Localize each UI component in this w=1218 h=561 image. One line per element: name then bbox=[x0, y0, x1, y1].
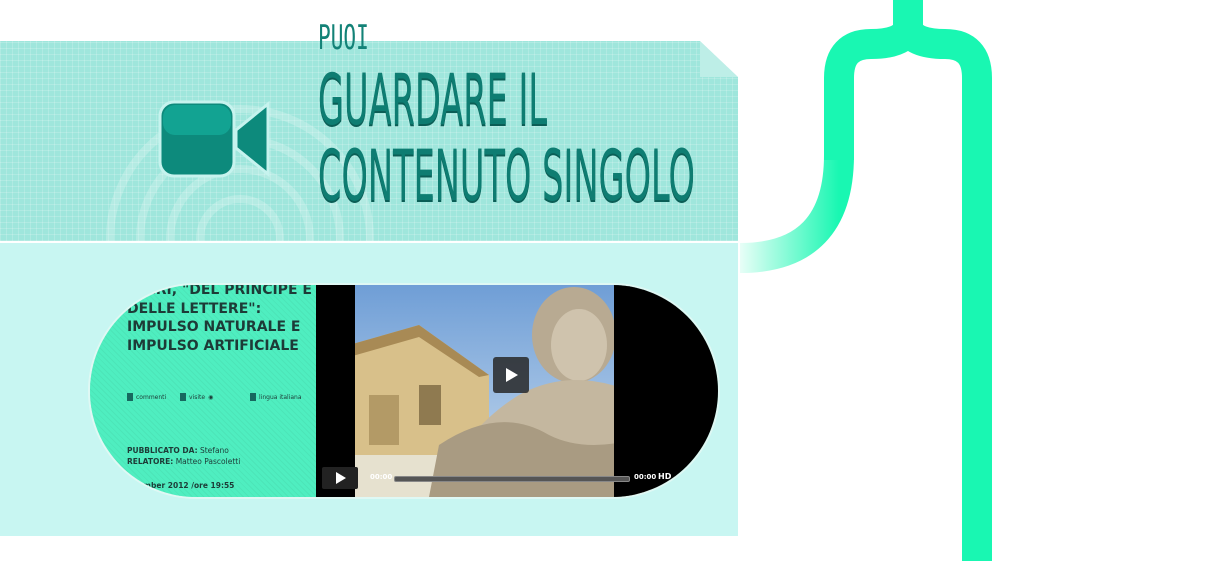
headline-small: PUOI bbox=[318, 18, 369, 58]
video-controls bbox=[322, 467, 718, 489]
meta-comments[interactable] bbox=[127, 391, 166, 403]
comment-icon bbox=[127, 393, 133, 401]
views-icon bbox=[180, 393, 186, 401]
content-info-card bbox=[90, 285, 316, 497]
video-player[interactable] bbox=[316, 285, 718, 497]
meta-language-label: lingua italiana bbox=[259, 393, 302, 401]
headline-line-2: CONTENUTO SINGOLO bbox=[318, 135, 696, 217]
meta-views bbox=[180, 391, 213, 403]
published-by-label: PUBBLICATO DA: bbox=[127, 446, 198, 455]
time-total: 00:00 bbox=[634, 473, 657, 481]
meta-views-label: visite bbox=[189, 393, 206, 401]
published-by-value[interactable]: Stefano bbox=[199, 446, 229, 455]
video-camera-icon bbox=[156, 96, 274, 180]
page-fold bbox=[700, 41, 738, 77]
meta-language bbox=[250, 391, 302, 403]
meta-comments-label: commenti bbox=[136, 393, 167, 401]
time-current: 00:00 bbox=[370, 473, 393, 481]
eye-icon: ◉ bbox=[208, 393, 214, 401]
publisher-info bbox=[127, 445, 240, 467]
play-button[interactable] bbox=[322, 467, 358, 489]
publish-date: …tember 2012 /ore 19:55 bbox=[127, 481, 235, 490]
content-title[interactable]: …IERI, "DEL PRINCIPE E DELLE LETTERE": IMPULSO NATURALE E IMPULSO ARTIFICIALE bbox=[127, 285, 312, 354]
speaker-value: Matteo Pascoletti bbox=[175, 457, 241, 466]
hd-toggle[interactable]: HD bbox=[658, 472, 672, 481]
headline-line-1: GUARDARE IL bbox=[318, 59, 548, 141]
seek-bar[interactable] bbox=[394, 476, 630, 482]
flag-icon bbox=[250, 393, 256, 401]
speaker-label: RELATORE: bbox=[127, 457, 174, 466]
video-play-overlay-button[interactable] bbox=[493, 357, 529, 393]
content-preview-capsule bbox=[90, 285, 718, 497]
